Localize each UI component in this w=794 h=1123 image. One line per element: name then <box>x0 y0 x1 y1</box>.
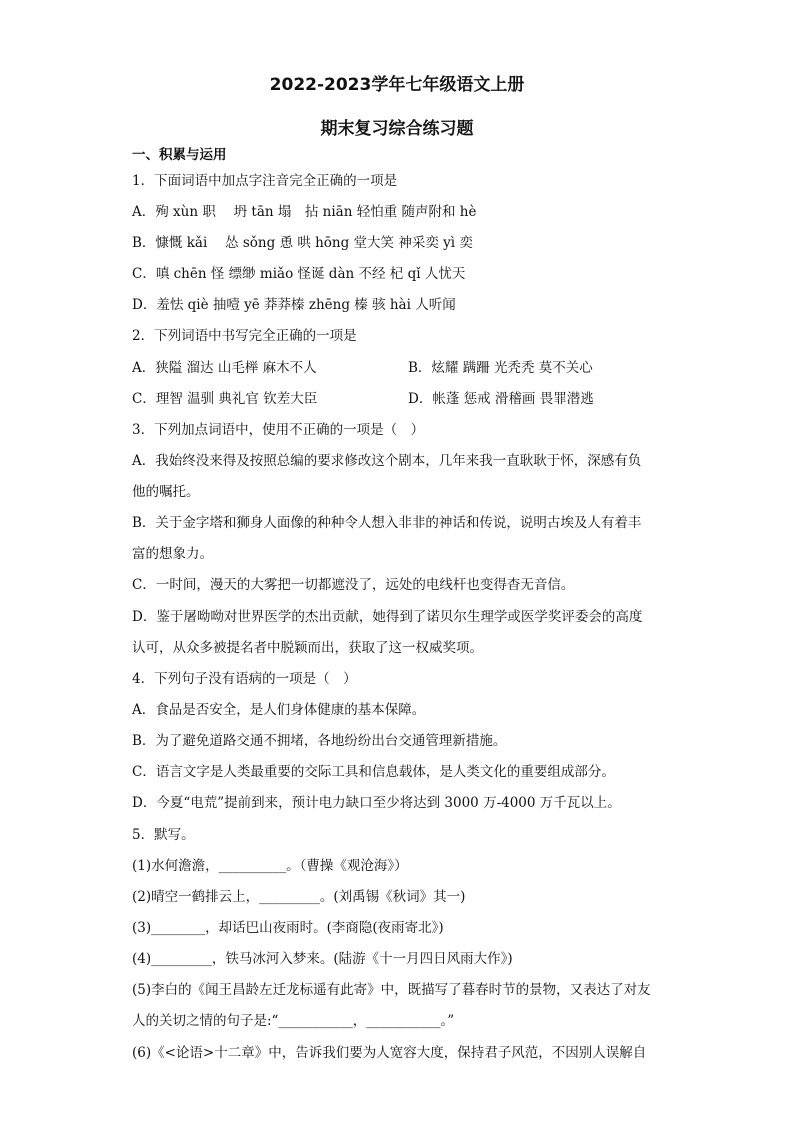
q2-stem: 2．下列词语中书写完全正确的一项是 <box>132 328 357 344</box>
q4-option-a: A．食品是否安全，是人们身体健康的基本保障。 <box>132 702 426 718</box>
q4-stem: 4．下列句子没有语病的一项是（ ） <box>132 671 357 687</box>
q5-item-2: (2)晴空一鹤排云上，_________。(刘禹锡《秋词》其一) <box>132 889 466 905</box>
q2-option-d: D．帐蓬 惩戒 滑稽画 畏罪潜逃 <box>408 391 594 407</box>
q4-option-d: D．今夏“电荒”提前到来，预计电力缺口至少将达到 3000 万-4000 万千瓦以上。 <box>132 795 621 811</box>
q2-option-b: B．炫耀 蹒跚 光秃秃 莫不关心 <box>408 360 593 376</box>
q1-stem: 1．下面词语中加点字注音完全正确的一项是 <box>132 173 398 189</box>
q3-option-b-line2: 富的想象力。 <box>132 546 213 562</box>
q5-item-6: (6)《<论语>十二章》中，告诉我们要为人宽容大度，保持君子风范，不因别人误解自 <box>132 1045 647 1061</box>
exam-subtitle: 期末复习综合练习题 <box>320 119 474 139</box>
q5-item-1: (1)水何澹澹，__________。（曹操《观沧海》） <box>132 858 408 874</box>
q5-item-4: (4)_________，铁马冰河入梦来。(陆游《十一月四日风雨大作》) <box>132 951 513 967</box>
q4-option-b: B．为了避免道路交通不拥堵，各地纷纷出台交通管理新措施。 <box>132 733 507 749</box>
q3-option-d-line1: D．鉴于屠呦呦对世界医学的杰出贡献，她得到了诺贝尔生理学或医学奖评委会的高度 <box>132 609 643 625</box>
q3-option-b-line1: B．关于金字塔和狮身人面像的种种令人想入非非的神话和传说，说明古埃及人有着丰 <box>132 515 642 531</box>
q2-option-c: C．理智 温驯 典礼官 钦差大臣 <box>132 391 318 407</box>
q5-item-3: (3)________，却话巴山夜雨时。(李商隐(夜雨寄北》) <box>132 920 444 936</box>
q5-item-5-line1: (5)李白的《闻王昌龄左迁龙标遥有此寄》中，既描写了暮春时节的景物，又表达了对友 <box>132 982 651 998</box>
q4-option-c: C．语言文字是人类最重要的交际工具和信息载体，是人类文化的重要组成部分。 <box>132 764 615 780</box>
q5-item-5-line2: 人的关切之情的句子是:“___________，___________。” <box>132 1013 455 1029</box>
q3-stem: 3．下列加点词语中，使用不正确的一项是（ ） <box>132 422 425 438</box>
exam-title: 2022-2023学年七年级语文上册 <box>269 75 525 95</box>
q3-option-d-line2: 认可，从众多被提名者中脱颖而出，获取了这一权威奖项。 <box>132 640 483 656</box>
q5-stem: 5．默写。 <box>132 827 195 843</box>
q1-option-c: C．嗔 chēn 怪 缥缈 miǎo 怪诞 dàn 不经 杞 qǐ 人忧天 <box>132 266 466 282</box>
q3-option-a-line1: A．我始终没来得及按照总编的要求修改这个剧本，几年来我一直耿耿于怀，深感有负 <box>132 453 642 469</box>
q1-option-a: A．殉 xùn 职 坍 tān 塌 拈 niān 轻怕重 随声附和 hè <box>132 204 477 220</box>
q1-option-d: D．羞怯 qiè 抽噎 yē 莽莽榛 zhēng 榛 骇 hài 人听闻 <box>132 297 456 313</box>
q1-option-b: B．慷慨 kǎi 怂 sǒng 恿 哄 hōng 堂大笑 神采奕 yì 奕 <box>132 235 473 251</box>
section-heading: 一、积累与运用 <box>132 147 227 163</box>
q2-option-a: A．狭隘 溜达 山毛榉 麻木不人 <box>132 360 317 376</box>
q3-option-c: C．一时间，漫天的大雾把一切都遮没了，远处的电线杆也变得杳无音信。 <box>132 577 575 593</box>
q3-option-a-line2: 他的嘱托。 <box>132 484 200 500</box>
